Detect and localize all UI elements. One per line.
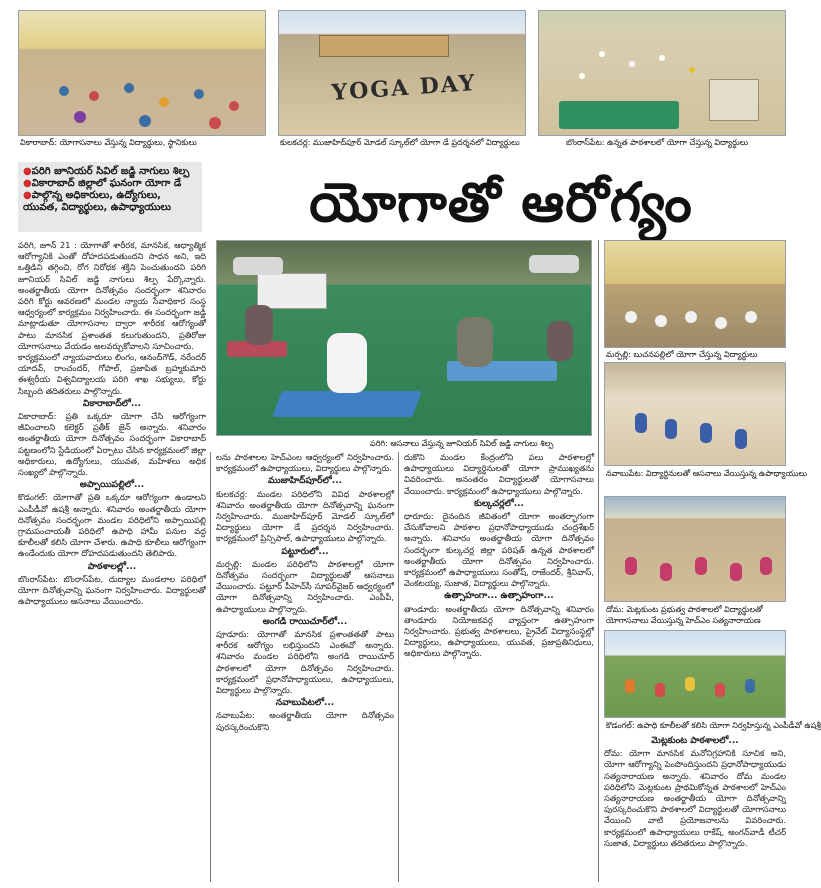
article-column-4 (604, 734, 786, 882)
participant (689, 67, 695, 73)
paragraph: కులకచర్ల: మండల పరిధిలోని వివిధ పాఠశాలల్లో శనివారం అంతర్జాతీయ యోగా దినోత్సవాన్ని ఘనంగా నిర్వహించారు. ముజాహిద్‌పూర్‌ మోడల్‌ స్కూల్‌లో విద్యార్థులు యోగా డే ప్రదర్శన నిర్వహించారు. కార్యక్రమంలో ప్రిన్సిపాల్‌, ఉపాధ్యాయులు పాల్గొన్నారు. (216, 488, 394, 544)
grass-scene (605, 631, 785, 717)
participant (629, 61, 635, 67)
yoga-day-ground-text: YOGA DAY (330, 69, 478, 107)
paragraph: లను పాఠశాలల హెచ్‌ఎంల ఆధ్వర్యంలో నిర్వహించారు. కార్యక్రమంలో ఉపాధ్యాయులు, విద్యార్థులు పాల్గొన్నారు. (216, 452, 394, 474)
person (327, 333, 367, 393)
participant (730, 563, 742, 581)
person (245, 305, 273, 345)
photo-caption: నవాబుపేట: విద్యార్థినులతో ఆసనాలు వేయిస్తున్న ఉపాధ్యాయులు (606, 469, 807, 478)
subheading: ఉత్సాహంగా... ఉత్సాహంగా... (444, 591, 554, 602)
paragraph: నవాబుపేట: అంతర్జాతీయ యోగా దినోత్సవం పురస్కరించుకొని (216, 710, 394, 732)
photo-buchanapalli-yoga (604, 240, 786, 348)
article-column-2 (216, 452, 394, 882)
person (547, 321, 573, 361)
subheading: అప్పాయిపల్లిలో... (79, 480, 145, 491)
field-scene (279, 11, 525, 135)
participant (599, 51, 605, 57)
photo-judge-yoga (216, 240, 592, 436)
photo-caption: కొడంగల్‌: ఉపాధి కూలీలతో కలిసి యోగా నిర్వహిస్తున్న ఎంపీడీవో ఉషశ్రీ (606, 721, 821, 730)
photo-caption: వికారాబాద్‌: యోగాసనాలు వేస్తున్న విద్యార్థులు, స్థానికులు (20, 138, 197, 147)
highlights-box (18, 162, 202, 232)
article-column-1 (18, 240, 206, 882)
paragraph: మర్పల్లి: మండల పరిధిలోని పాఠశాలల్లో యోగా దినోత్సవం సందర్భంగా విద్యార్థులతో ఆసనాలు వేయించారు. పట్టూర్‌ పీహెచ్‌సీ సూపర్‌వైజర్‌ ఆధ్వర్యంలో యోగా దినోత్సవాన్ని నిర్వహించారు. ఎంపీపీ, ఉపాధ్యాయులు పాల్గొన్నారు. (216, 558, 394, 614)
participant (745, 311, 757, 323)
participant (209, 117, 221, 129)
paragraph: ధారూరు: దైనందిన జీవితంలో యోగా అంతర్భాగంగా చేసుకోవాలని పాఠశాల ప్రధానోపాధ్యాయుడు చంద్రశేఖర్‌ అన్నారు. శనివారం అంతర్జాతీయ యోగా దినోత్సవం సందర్భంగా కుల్కచర్ల జిల్లా పరిషత్‌ ఉన్నత పాఠశాలలో అంతర్జాతీయ యోగా దినోత్సవం నిర్వహించారు. కార్యక్రమంలో ఉపాధ్యాయులు సంతోష్‌, రాజేందర్‌, శ్రీనివాస్‌, వెంకటయ్య, సుజాత, విద్యార్థులు పాల్గొన్నారు. (404, 511, 594, 589)
verandah-scene (605, 363, 785, 465)
participant (695, 557, 707, 575)
participant (735, 429, 747, 449)
photo-nawabpet-yoga (604, 362, 786, 466)
participant (655, 683, 665, 697)
school-building (319, 35, 449, 57)
photo-vikarabad-yoga (18, 10, 266, 136)
paragraph: దోమ: యోగా మానసిక మనోనిగ్రహానికి సూచిక అని, యోగా ఆరోగ్యాన్ని పెంపొందిస్తుందని ప్రధానోపాధ్యాయుడు సత్యనారాయణ అన్నారు. శనివారం దోమ మండల పరిధిలోని మెట్లకుంట ప్రాథమికోన్నత పాఠశాలలో హెచ్‌ఎం సత్యనారాయణ అంతర్జాతీయ యోగా దినోత్సవాన్ని పురస్కరించుకొని పాఠశాలలో విద్యార్థులతో యోగాసనాలు వేయించి వాటి ప్రయోజనాలను వివరించారు. కార్యక్రమంలో ఉపాధ్యాయులు రాకేష్‌, అంగన్‌వాడీ టీచర్‌ సుజాత, విద్యార్థులు తదితరులు పాల్గొన్నారు. (604, 748, 786, 848)
photo-caption: బొంరాస్‌పేట: ఉన్నత పాఠశాలలో యోగా చేస్తున్న విద్యార్థులు (566, 138, 749, 147)
participant (89, 91, 99, 101)
paragraph: పరిగి, జూన్‌ 21 : యోగాతో శారీరక, మానసిక, ఆధ్యాత్మిక ఆరోగ్యానికి ఎంతో దోహదపడుతుందని సాధన అని, ఇది ఒత్తిడిని తగ్గించి, రోగ నిరోధక శక్తిని పెంచుతుందని పరిగి జూనియర్‌ సివిల్‌ జడ్జి నాగులు శిల్ప పేర్కొన్నారు. అంతర్జాతీయ యోగా దినోత్సవం సందర్భంగా శనివారం పరిగి కోర్టు ఆవరణలో మండల న్యాయ సేవాధికార సంస్థ ఆధ్వర్యంలో కార్యక్రమం నిర్వహించారు. ఈ సందర్భంగా జడ్జి మాట్లాడుతూ యోగాసనాల ద్వారా శారీరక ఆరోగ్యంతో పాటు మానసిక ప్రశాంతత కలుగుతుందని, ప్రతిరోజు యోగాసనాలు వేయడం అలవర్చుకోవాలని సూచించారు. (18, 240, 206, 351)
participant (760, 557, 772, 575)
photo-kodangal-yoga (604, 630, 786, 718)
highlight-item: ●పరిగి జూనియర్‌ సివిల్‌ జడ్జి నాగులు శిల్ప (23, 166, 190, 177)
photo-caption: పరిగి: ఆసనాలు వేస్తున్న జూనియర్‌ సివిల్‌ జడ్జి నాగులు శిల్ప (370, 439, 554, 448)
banner (257, 273, 327, 309)
car (233, 257, 283, 275)
participant (159, 97, 169, 107)
highlight-item: ●వికారాబాద్‌ జిల్లాలో ఘనంగా యోగా డే (23, 178, 182, 189)
column-divider (598, 240, 599, 882)
photo-caption: కులకచర్ల: ముజాహిద్‌పూర్‌ మోడల్‌ స్కూల్‌లో యోగా డే ప్రదర్శనలో విద్యార్థులు (280, 138, 520, 147)
participant (745, 679, 755, 693)
participant (625, 557, 637, 575)
paragraph: కొడంగల్‌: యోగాతో ప్రతి ఒక్కరూ ఆరోగ్యంగా ఉండాలని ఎంపీడీవో ఉషశ్రీ అన్నారు. శనివారం అంతర్జాతీయ యోగా దినోత్సవం సందర్భంగా మండల పరిధిలోని అప్పాయిపల్లి గ్రామపంచాయతీ పరిధిలో ఉపాధి హామీ పనుల వద్ద కూలీలతో కలిసి యోగా చేశారు. ఉపాధి కూలీలు ఆరోగ్యంగా ఉండేందుకు యోగా దోహదపడుతుందని తెలిపారు. (18, 492, 206, 559)
participant (665, 419, 677, 439)
photo-bomraspet-yoga (538, 10, 786, 136)
participant (715, 683, 725, 697)
school-scene (605, 497, 785, 601)
participant (59, 86, 69, 96)
participant (700, 423, 712, 443)
small-building (709, 79, 759, 121)
participant (229, 101, 239, 111)
participant (655, 315, 667, 327)
participant (139, 115, 151, 127)
article-column-3 (404, 452, 594, 882)
photo-metlakunta-yoga (604, 496, 786, 602)
subheading: ముజాహిద్‌పూర్‌లో... (267, 476, 343, 487)
subheading: పాఠశాలల్లో... (87, 561, 137, 572)
column-divider (210, 452, 211, 882)
paragraph: వికారాబాద్‌: ప్రతి ఒక్కరూ యోగా చేసి ఆరోగ్యంగా జీవించాలని కలెక్టర్‌ ప్రతీక్‌ జైన్‌ అన్నారు. శనివారం అంతర్జాతీయ యోగా దినోత్సవం సందర్భంగా వికారాబాద్‌ పట్టణంలోని స్టేడియంలో ఏర్పాటు చేసిన కార్యక్రమంలో జిల్లా అధికారులు, ఉద్యోగులు, యువత, మహిళలు అధిక సంఖ్యలో పాల్గొన్నారు. (18, 411, 206, 478)
subheading: వికారాబాద్‌లో... (82, 398, 142, 409)
participant (685, 677, 695, 691)
participant (194, 89, 204, 99)
paragraph: బొంరాస్‌పేట: బొంరాస్‌పేట, దుద్యాల మండలాల పరిధిలో యోగా దినోత్సవాన్ని ఘనంగా నిర్వహించారు. విద్యార్థులతో ఉపాధ్యాయులు ఆసనాలు వేయించారు. (18, 573, 206, 607)
photo-caption: దోమ: మెట్లకుంట ప్రభుత్వ పాఠశాలలో విద్యార్థులతో యోగాసనాలు వేయిస్తున్న హెచ్‌ఎం సత్యనారాయణ (606, 605, 763, 625)
participant (579, 73, 585, 79)
paragraph: తాండూరు: అంతర్జాతీయ యోగా దినోత్సవాన్ని శనివారం తాండూరు నియోజకవర్గ వ్యాప్తంగా ఉత్సాహంగా నిర్వహించారు. ప్రభుత్వ పాఠశాలలు, ప్రైవేట్‌ విద్యాసంస్థల్లో విద్యార్థులు, ఉపాధ్యాయులు, యువత, ప్రజాప్రతినిధులు, అధికారులు పాల్గొన్నారు. (404, 603, 594, 659)
participant (685, 311, 697, 323)
participant (625, 679, 635, 693)
photo-yoga-day-formation (278, 10, 526, 136)
column-divider (398, 452, 399, 882)
car (529, 255, 579, 273)
headline: యోగాతో ఆరోగ్యం (309, 171, 693, 234)
paragraph: దుకొని మండల కేంద్రంలోని పలు పాఠశాలల్లో ఉపాధ్యాయులు విద్యార్థినులతో యోగా ప్రాముఖ్యతను వివరించారు. అనంతరం విద్యార్థులతో యోగాసనాలు వేయించారు. కార్యక్రమంలో ఉపాధ్యాయులు పాల్గొన్నారు. (404, 452, 594, 496)
participant (124, 83, 134, 93)
subheading: నవాబుపేటలో... (275, 698, 335, 709)
paragraph: కార్యక్రమంలో న్యాయవాదులు లింగం, ఆనంద్‌గౌడ్‌, నరేందర్‌ యాదవ్‌, రాంచందర్‌, గోపాల్‌, ప్రజాపిత బ్రహ్మకుమారి ఈశ్వరీయ విశ్వవిద్యాలయ పరిగి శాఖ సభ్యులు, కోర్టు సిబ్బంది తదితరులు పాల్గొన్నారు. (18, 352, 206, 396)
participant (74, 111, 86, 123)
participant (635, 413, 647, 433)
person (457, 317, 493, 367)
highlight-item: ●పాల్గొన్న అధికారులు, ఉద్యోగులు, యువత, విద్యార్థులు, ఉపాధ్యాయులు (23, 190, 171, 213)
paragraph: పూడూరు: యోగాతో మానసిక ప్రశాంతతతో పాటు శారీరక ఆరోగ్యం లభిస్తుందని ఎంఈవో అన్నారు. శనివారం మండల పరిధిలోని అంగడి రాయిచూర్‌ పాఠశాలలో యోగా దినోత్సవం నిర్వహించారు. కార్యక్రమంలో ప్రధానోపాధ్యాయులు, ఉపాధ్యాయులు, విద్యార్థులు పాల్గొన్నారు. (216, 629, 394, 696)
photo-caption: మర్పల్లి: బుచనపల్లిలో యోగా చేస్తున్న విద్యార్థులు (606, 350, 758, 359)
participant (659, 55, 665, 61)
subheading: మెట్లకుంట పాఠశాలలో... (651, 736, 739, 746)
subheading: కుల్కచర్లలో... (474, 498, 524, 509)
class-scene (605, 241, 785, 347)
subheading: అంగడి రాయిచూర్‌లో... (262, 616, 348, 627)
subheading: పట్టూరులో... (281, 546, 329, 557)
yoga-mat (272, 391, 421, 417)
participant (660, 563, 672, 581)
participant (625, 311, 637, 323)
green-mat (559, 101, 679, 129)
participant (715, 317, 727, 329)
